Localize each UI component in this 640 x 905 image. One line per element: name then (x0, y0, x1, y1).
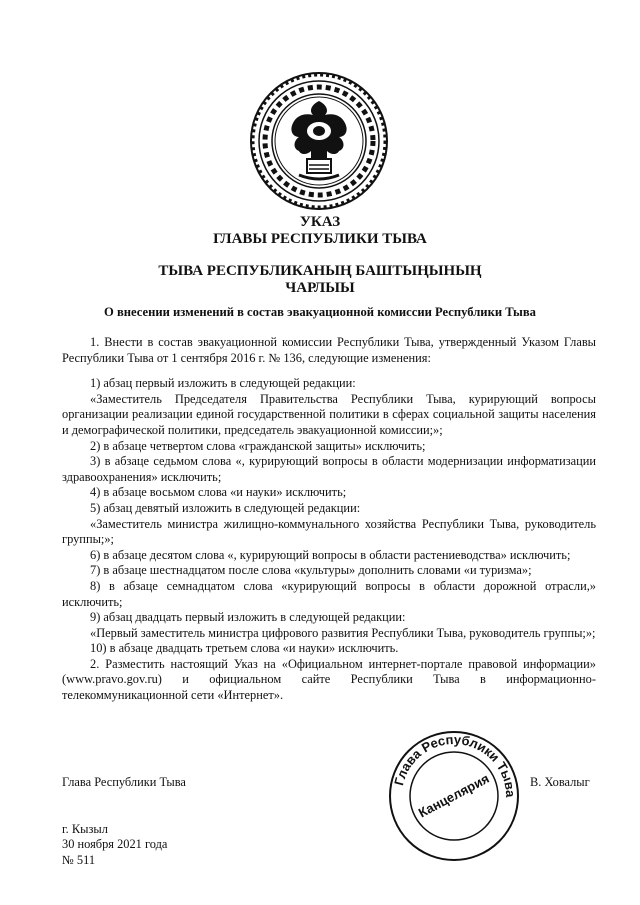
title-line-4: ЧАРЛЫЫ (285, 280, 355, 296)
footer-date: 30 ноября 2021 года (62, 837, 168, 852)
decree-footer (62, 822, 167, 868)
title-line-2: ГЛАВЫ РЕСПУБЛИКИ ТЫВА (213, 231, 427, 247)
title-line-3: ТЫВА РЕСПУБЛИКАНЫҢ БАШТЫҢЫНЫҢ (158, 263, 482, 279)
decree-subject: О внесении изменений в состав эвакуационной комиссии Республики Тыва (104, 305, 536, 319)
paragraph: 8) в абзаце семнадцатом слова «курирующий вопросы в области дорожной отрасли,» исключить; (62, 578, 596, 609)
decree-title (0, 214, 640, 248)
paragraph: 1) абзац первый изложить в следующей редакции: (90, 376, 356, 391)
footer-number: № 511 (62, 852, 96, 867)
paragraph: «Первый заместитель министра цифрового развития Республики Тыва, руководитель группы;»; (90, 625, 596, 640)
paragraph: «Заместитель Председателя Правительства Республики Тыва, курирующий вопросы организации реализации единой государственной политики в сферах социальной защиты населения и демографической политики, председатель эвакуационной комиссии;»; (62, 391, 596, 437)
paragraph: «Заместитель министра жилищно-коммунального хозяйства Республики Тыва, руководитель группы;»; (62, 516, 596, 547)
office-stamp (388, 730, 520, 862)
title-line-1: УКАЗ (299, 214, 341, 230)
paragraph: 2. Разместить настоящий Указ на «Официальном интернет-портале правовой информации» (www.pravo.gov.ru) и официальном сайте Республики Тыва в информационно-телекоммуникационной сети «Интернет». (62, 656, 596, 703)
paragraph: 1. Внести в состав эвакуационной комиссии Республики Тыва, утвержденный Указом Главы Республики Тыва от 1 сентября 2016 г. № 136, следующие изменения: (62, 335, 596, 365)
paragraph: 6) в абзаце десятом слова «, курирующий вопросы в области растениеводства» исключить; (90, 547, 571, 562)
paragraph: 4) в абзаце восьмом слова «и науки» исключить; (90, 485, 347, 500)
decree-body (62, 335, 596, 704)
paragraph: 7) в абзаце шестнадцатом после слова «культуры» дополнить словами «и туризма»; (90, 563, 532, 578)
signatory-name: В. Ховалыг (530, 775, 590, 789)
decree-title-tuvan (0, 263, 640, 297)
paragraph: 9) абзац двадцать первый изложить в следующей редакции: (90, 610, 406, 625)
paragraph: 2) в абзаце четвертом слова «гражданской защиты» исключить; (90, 438, 426, 453)
paragraph: 5) абзац девятый изложить в следующей редакции: (90, 500, 361, 515)
paragraph: 10) в абзаце двадцать третьем слова «и науки» исключить. (90, 641, 399, 656)
paragraph: 3) в абзаце седьмом слова «, курирующий вопросы в области модернизации информатизации здравоохранения» исключить; (62, 454, 596, 484)
stamp-ring-text: Глава Республики Тыва (391, 731, 519, 798)
coat-of-arms-emblem (249, 71, 389, 211)
stamp-center-text: Канцелярия (415, 770, 492, 821)
signatory-position: Глава Республики Тыва (62, 775, 186, 789)
footer-city: г. Кызыл (62, 822, 108, 836)
